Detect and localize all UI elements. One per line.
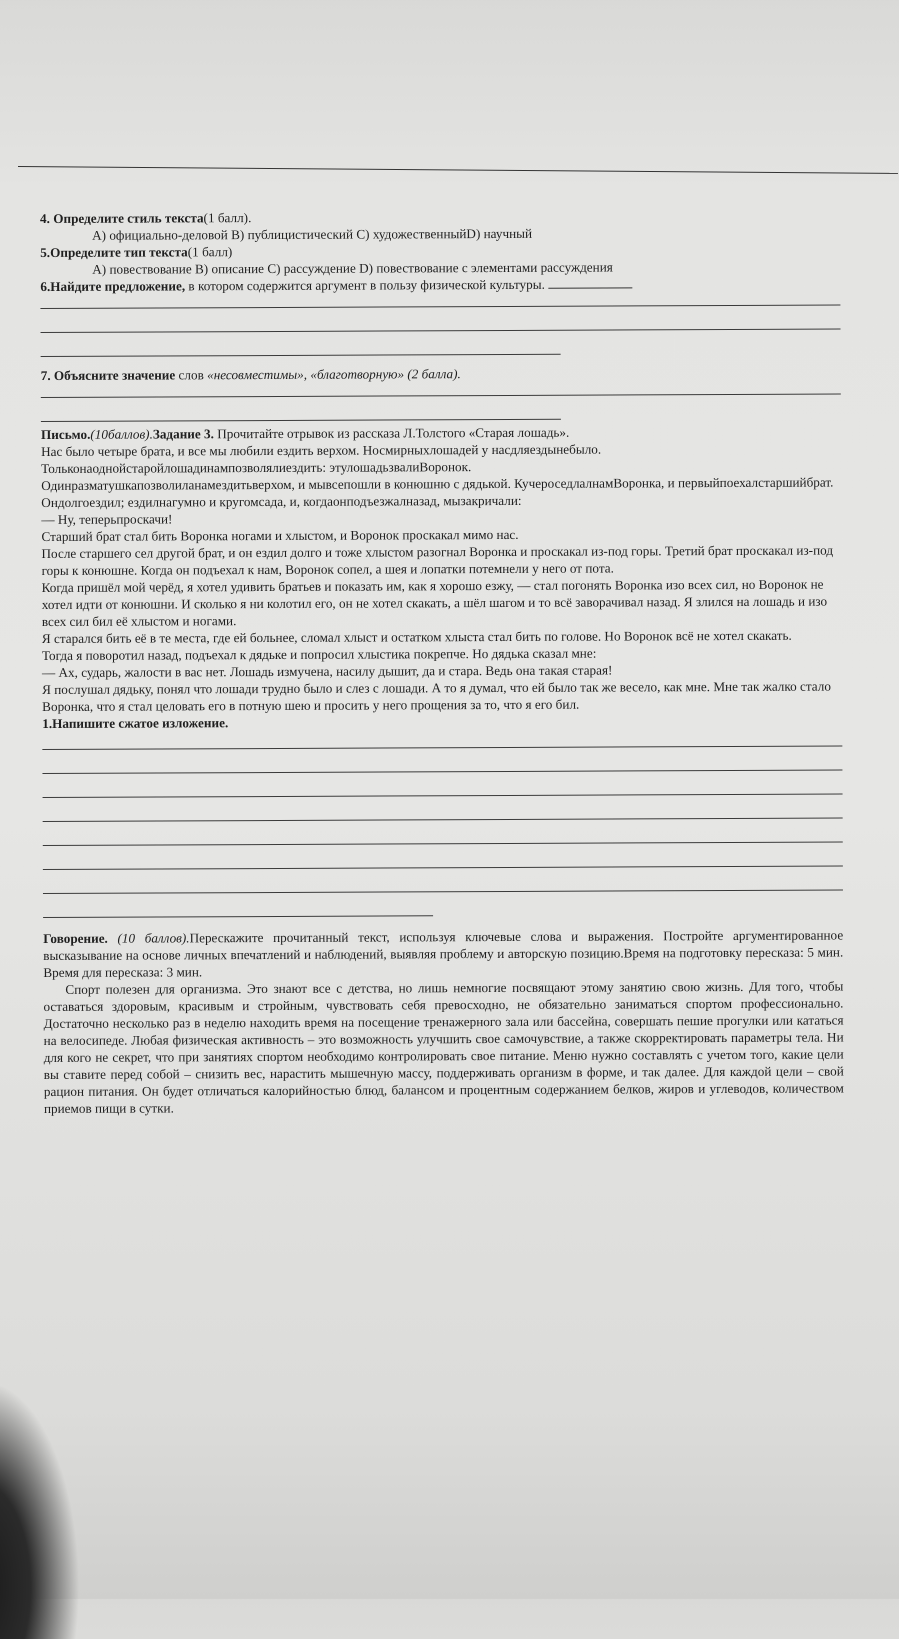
speaking-task: Перескажите прочитанный текст, используя ключевые слова и выражения. Постройте аргументированное высказывание на основе личных впечатлений и наблюдений, выявляя проблему и авторскую позицию.Время на подготовку пересказа: 5 мин. Время для пересказа: 3 мин. [43, 927, 844, 980]
answer-line[interactable] [42, 757, 842, 774]
answer-line[interactable] [43, 805, 843, 822]
story-paragraph: Одинразматушкапозволиланамездитьверхом, и мывсепошли в конюшню с дядькой. КучероседлалнамВоронка, и первыйпоехалстаршийбрат. [41, 474, 834, 493]
summary-task: 1.Напишите сжатое изложение. [42, 715, 229, 731]
question-4-title: 4. Определите стиль текста [40, 210, 204, 226]
answer-line[interactable] [41, 341, 561, 357]
question-5-title: 5.Определите тип текста [40, 244, 188, 260]
answer-blank[interactable] [548, 277, 632, 288]
question-4-points: (1 балл). [203, 210, 252, 226]
letter-task-label: Задание 3. [152, 426, 214, 442]
answer-line[interactable] [41, 406, 561, 422]
table-shadow [0, 1379, 80, 1639]
story-paragraph: Старший брат стал бить Воронка ногами и хлыстом, и Воронок проскакал мимо нас. [41, 526, 519, 544]
top-rule [18, 166, 898, 174]
answer-line[interactable] [40, 316, 840, 333]
speaking-label: Говорение. [43, 930, 108, 946]
question-6-text: в котором содержится аргумент в пользу физической культуры. [185, 276, 545, 294]
question-7-title: 7. Объясните значение [40, 367, 176, 383]
story-paragraph: После старшего сел другой брат, и он ездил долго и тоже хлыстом разогнал Воронка и проскакал из-под горы. Третий брат проскакал из-под горы к конюшне. Когда он подъехал к нам, Воронок сопел, а шея и лопатки потемнели у него от пота. [41, 542, 834, 578]
answer-line[interactable] [43, 853, 843, 870]
story-paragraph: Я послушал дядьку, понял что лошади трудно было и слез с лошади. А то я думал, что ей было так же весело, как мне. Мне так жалко стало Воронка, что я стал целовать его в потную шею и просить у него прощения за то, что я его бил. [42, 678, 831, 714]
worksheet-page [40, 207, 844, 1117]
question-5-options: А) повествование В) описание С) рассуждение D) повествование с элементами рассуждения [92, 259, 613, 277]
sport-text: Спорт полезен для организма. Это знают все с детства, но лишь немногие посвящают этому занятию свою жизнь. Для того, чтобы оставаться здоровым, красивым и стройным, чувствовать себя превосходно, не обязательно заниматься спортом профессионально. Достаточно несколько раз в неделю находить время на посещение тренажерного зала или бассейна, совершать пешие прогулки или кататься на велосипеде. Любая физическая активность – это возможность улучшить свое самочувствие, а также скорректировать параметры тела. Ни для кого не секрет, что при занятиях спортом необходимо контролировать свое питание. Меню нужно составлять с учетом того, какие цели вы ставите перед собой – снизить вес, нарастить мышечную массу, поддерживать организм в форме, и так далее. Для каждой цели – свой рацион питания. Он будет отличаться калорийностью блюд, балансом и процентным содержанием белков, жиров и углеводов, количеством приемов пищи в сутки. [43, 978, 844, 1116]
answer-line[interactable] [43, 829, 843, 846]
answer-line[interactable] [43, 781, 843, 798]
story-paragraph: Ондолгоездил; ездилнагумно и кругомсада, и, когдаонподъезжалназад, мызакричали: [41, 492, 522, 510]
story-paragraph: Тольконаоднойстаройлошадинампозволялиездить: этулошадьзвалиВоронок. [41, 459, 472, 476]
question-6-title: 6.Найдите предложение, [40, 278, 186, 294]
question-7-words: «несовместимы», «благотворную» (2 балла). [207, 366, 461, 383]
story-paragraph: Нас было четыре брата, и все мы любили ездить верхом. Носмирныхлошадей у насдляездынебыло. [41, 441, 602, 459]
story-excerpt [41, 440, 842, 715]
story-paragraph: — Ах, сударь, жалости в вас нет. Лошадь измучена, насилу дышит, да и стара. Ведь она такая старая! [41, 662, 613, 680]
answer-line[interactable] [43, 902, 433, 918]
letter-label: Письмо. [40, 426, 91, 442]
question-4-options: А) официально-деловой В) публицистический С) художественныйD) научный [92, 225, 533, 243]
question-5-points: (1 балл) [187, 244, 233, 260]
answer-line[interactable] [43, 877, 843, 894]
answer-line[interactable] [42, 733, 842, 750]
question-7-text: слов [175, 367, 208, 383]
story-paragraph: Я старался бить её в те места, где ей больнее, сломал хлыст и остатком хлыста стал бить по голове. Но Воронок всё не хотел скакать. [41, 627, 792, 646]
speaking-instruction [43, 927, 843, 981]
story-paragraph: — Ну, теперьпроскачи! [41, 511, 173, 527]
letter-points: (10баллов). [90, 426, 153, 442]
story-paragraph: Тогда я поворотил назад, подъехал к дядьке и попросил хлыстика покрепче. Но дядька сказал мне: [41, 645, 597, 663]
speaking-points: (10 баллов). [107, 930, 190, 946]
story-paragraph: Когда пришёл мой черёд, я хотел удивить братьев и показать им, как я хорошо езжу, — стал погонять Воронка изо всех сил, но Воронок не хотел идти от конюшни. И сколько я ни колотил его, он не хотел скакать, а шёл шагом и то всё заворачивал назад. Я злился на лошадь и изо всех сил бил её хлыстом и ногами. [41, 576, 828, 629]
letter-instruction: Прочитайте отрывок из рассказа Л.Толстого «Старая лошадь». [213, 424, 570, 442]
